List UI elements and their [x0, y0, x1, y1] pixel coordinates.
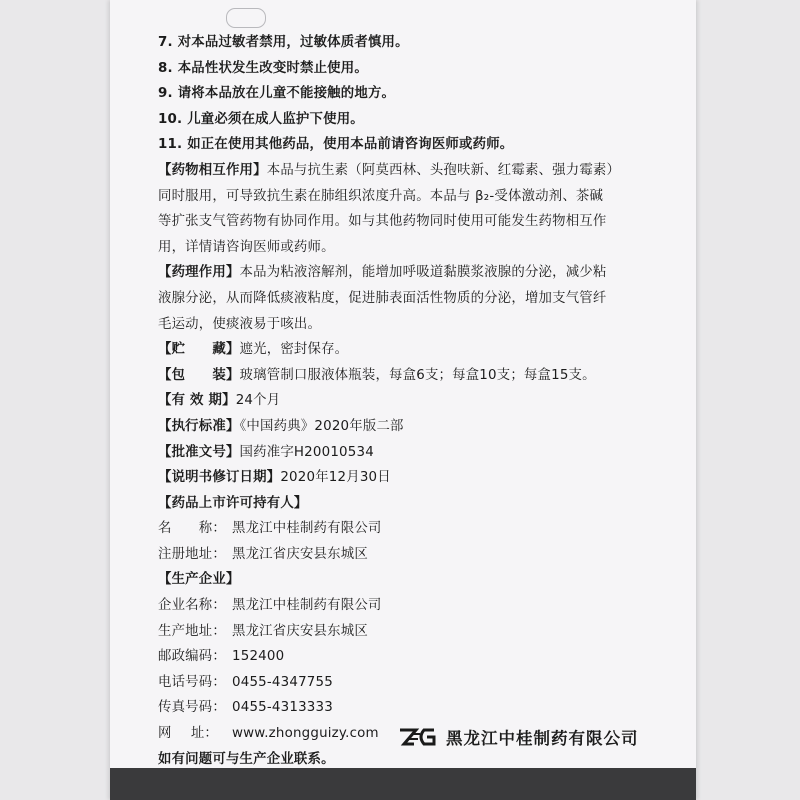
- holder-section: 【药品上市许可持有人】 名 称： 黑龙江中桂制药有限公司 注册地址： 黑龙江省庆安县东城区: [158, 491, 678, 568]
- pharmacology-section: 【药理作用】本品为粘液溶解剂，能增加呼吸道黏膜浆液腺的分泌，减少粘 液腺分泌，从而降低痰液粘度，促进肺表面活性物质的分泌，增加支气管纤 毛运动，使痰液易于咳出。: [158, 265, 607, 332]
- holder-address-row: 注册地址： 黑龙江省庆安县东城区: [158, 546, 368, 562]
- precaution-item-9: 9. 请将本品放在儿童不能接触的地方。: [158, 86, 396, 102]
- precaution-item-8: 8. 本品性状发生改变时禁止使用。: [158, 60, 368, 76]
- precaution-item-10: 10. 儿童必须在成人监护下使用。: [158, 111, 364, 127]
- manufacturer-section: 【生产企业】 企业名称： 黑龙江中桂制药有限公司 生产地址： 黑龙江省庆安县东城区 邮政编码： 152400 电话号码： 0455-4347755 传真号码： 0455-4313333 网 址： www.zhongguizy.com: [158, 567, 678, 746]
- interaction-section: 【药物相互作用】本品与抗生素（阿莫西林、头孢呋新、红霉素、强力霉素） 同时服用，可导致抗生素在肺组织浓度升高。本品与 β₂-受体激动剂、茶碱 等扩张支气管药物有协同作用。如与其他药物同时使用可能发生药物相互作 用，详情请咨询医师或药师。: [158, 162, 621, 255]
- precaution-item-7: 7. 对本品过敏者禁用，过敏体质者慎用。: [158, 35, 409, 50]
- bottom-dark-edge: [110, 768, 696, 800]
- footer-brand: [398, 723, 639, 751]
- website-link: www.zhongguizy.com: [232, 726, 379, 742]
- zg-logo-icon: [398, 726, 438, 748]
- footer-company-name: 黑龙江中桂制药有限公司: [446, 729, 639, 748]
- fax-row: 传真号码： 0455-4313333: [158, 700, 333, 716]
- precaution-item-11: 11. 如正在使用其他药品，使用本品前请咨询医师或药师。: [158, 137, 514, 153]
- package-row: 【包 装】玻璃管制口服液体瓶装，每盒6支；每盒10支；每盒15支。: [158, 367, 596, 383]
- contact-note: 如有问题可与生产企业联系。: [158, 751, 335, 767]
- section-label: 【药理作用】: [158, 265, 240, 281]
- approval-row: 【批准文号】国药准字H20010534: [158, 444, 374, 460]
- zip-row: 邮政编码： 152400: [158, 649, 285, 665]
- manufacturer-address-row: 生产地址： 黑龙江省庆安县东城区: [158, 623, 368, 639]
- leaflet-content: [158, 30, 678, 772]
- standard-row: 【执行标准】《中国药典》2020年版二部: [158, 418, 404, 434]
- holder-name-row: 名 称： 黑龙江中桂制药有限公司: [158, 521, 382, 537]
- validity-row: 【有 效 期】24个月: [158, 393, 281, 409]
- revision-row: 【说明书修订日期】2020年12月30日: [158, 470, 391, 486]
- corner-tag-outline: [226, 8, 266, 28]
- website-row: 网 址： www.zhongguizy.com: [158, 721, 678, 747]
- manufacturer-name-row: 企业名称： 黑龙江中桂制药有限公司: [158, 598, 382, 614]
- tel-row: 电话号码： 0455-4347755: [158, 674, 333, 690]
- section-label: 【药物相互作用】: [158, 162, 267, 178]
- storage-row: 【贮 藏】遮光，密封保存。: [158, 342, 349, 358]
